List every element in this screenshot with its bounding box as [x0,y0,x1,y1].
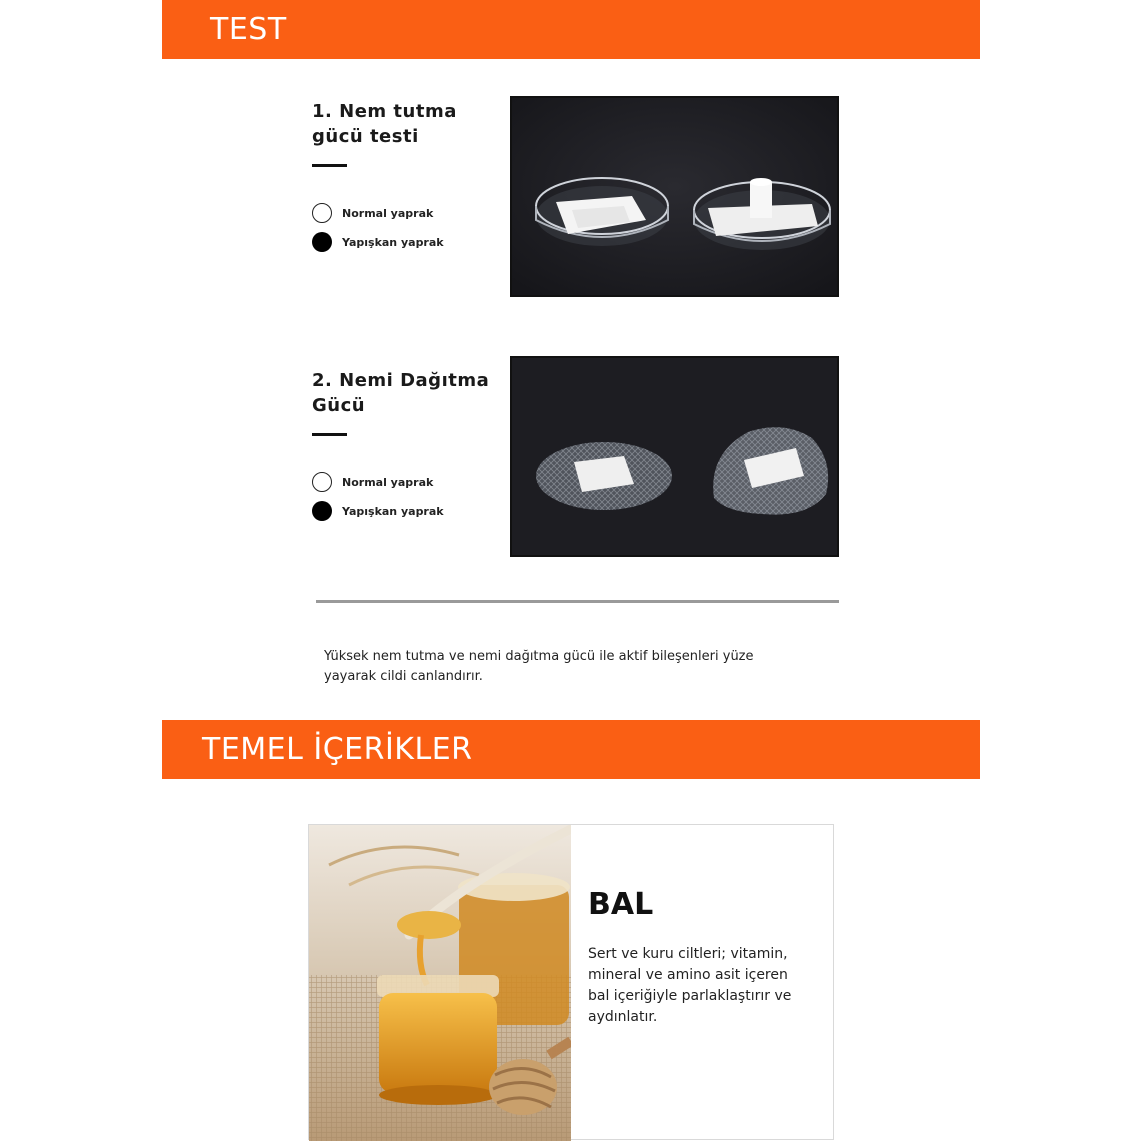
legend-label: Normal yaprak [342,475,434,489]
ingredients-section-title: TEMEL İÇERİKLER [202,732,473,767]
ingredient-card [308,824,834,1140]
test-2-legend-sticky [312,501,444,521]
ingredient-desc-line4: aydınlatır. [588,1009,658,1025]
test-1-legend-normal [312,203,433,223]
test-1-heading-line2: gücü testi [312,126,419,147]
petri-dishes-illustration [512,98,837,295]
ingredient-desc-line2: mineral ve amino asit içeren [588,967,788,983]
test-2-photo [510,356,839,557]
legend-label: Normal yaprak [342,206,434,220]
legend-label: Yapışkan yaprak [342,235,444,249]
summary-line1: Yüksek nem tutma ve nemi dağıtma gücü ile aktif bileşenleri yüze [324,649,754,664]
test-1-heading-rule [312,164,347,167]
test-section-title: TEST [210,12,287,47]
sheet-spread-illustration [512,358,837,555]
test-1-photo [510,96,839,297]
test-summary-text [324,647,844,687]
test-2-heading-rule [312,433,347,436]
open-circle-icon [312,472,332,492]
honey-photo [309,825,571,1141]
test-2-legend-normal [312,472,433,492]
test-2-heading [312,368,512,418]
ingredient-desc-line1: Sert ve kuru ciltleri; vitamin, [588,946,788,962]
test-1-heading [312,99,512,149]
test-section-banner [162,0,980,59]
filled-circle-icon [312,501,332,521]
test-2-heading-line1: 2. Nemi Dağıtma [312,370,490,391]
test-1-legend-sticky [312,232,444,252]
open-circle-icon [312,203,332,223]
honey-jar-illustration [309,825,571,1141]
legend-label: Yapışkan yaprak [342,504,444,518]
section-divider [316,600,839,603]
ingredients-section-banner [162,720,980,779]
test-1-heading-line1: 1. Nem tutma [312,101,457,122]
ingredient-description [588,944,824,1028]
filled-circle-icon [312,232,332,252]
test-2-heading-line2: Gücü [312,395,366,416]
ingredient-name: BAL [588,887,654,922]
ingredient-desc-line3: bal içeriğiyle parlaklaştırır ve [588,988,792,1004]
summary-line2: yayarak cildi canlandırır. [324,669,483,684]
